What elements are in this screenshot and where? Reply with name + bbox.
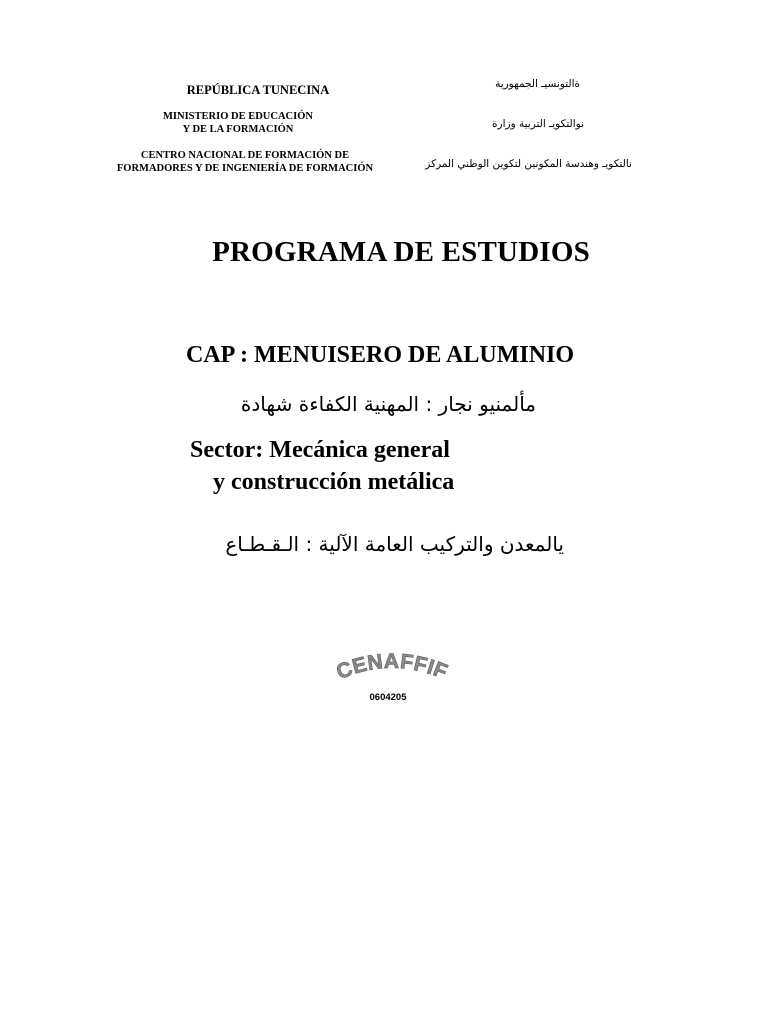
republic-heading-ar: ةالتونسيـ الجمهورية	[495, 78, 580, 90]
ministry-line-2: Y DE LA FORMACIÓN	[182, 124, 294, 135]
logo-text: CENAFFIF	[333, 652, 451, 685]
center-line-2: FORMADORES Y DE INGENIERÍA DE FORMACIÓN	[116, 163, 374, 174]
page-title: PROGRAMA DE ESTUDIOS	[212, 236, 590, 268]
cap-label: CAP : MENUISERO DE ALUMINIO	[186, 342, 575, 368]
cenaffif-logo	[312, 652, 472, 694]
center-line-1: CENTRO NACIONAL DE FORMACIÓN DE	[140, 150, 350, 161]
sector-label-ar: يالمعدن والتركيب العامة الآلية : الـقـطـاع	[225, 532, 564, 556]
center-ar: نالتكويـ وهندسة المكونين لتكوين الوطني المركز	[425, 158, 632, 170]
sector-line-2: y construcción metálica	[213, 469, 455, 495]
republic-heading: REPÚBLICA TUNECINA	[186, 83, 330, 97]
logo-code: 0604205	[369, 692, 407, 703]
cap-label-ar: مألمنيو نجار : المهنية الكفاءة شهادة	[240, 392, 536, 416]
ministry-line-1: MINISTERIO DE EDUCACIÓN	[163, 111, 313, 122]
ministry-ar: نوالتكويـ التربية وزارة	[492, 118, 584, 130]
sector-line-1: Sector: Mecánica general	[190, 437, 450, 463]
